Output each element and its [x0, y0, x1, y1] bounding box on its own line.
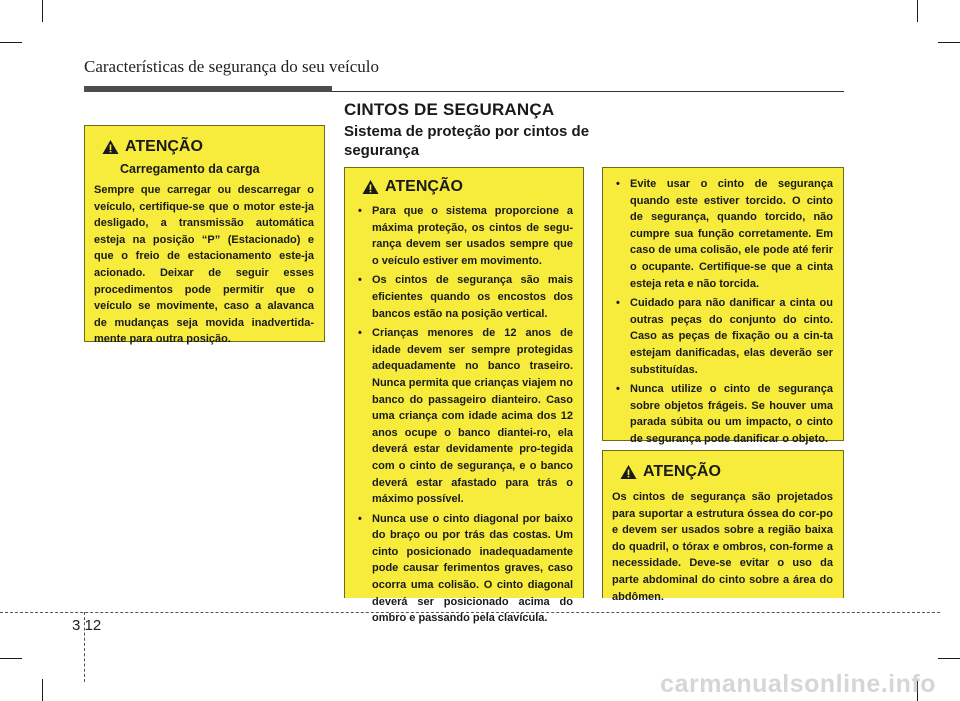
- watermark: carmanualsonline.info: [660, 670, 936, 698]
- warning-text: Sempre que carregar ou descarregar o veículo, certifique-se que o motor este-ja desligado, a transmissão automática esteja na posição “P” (Estacionado) e que o freio de estacionamento este-ja acionado. Deixar de seguir esses procedimentos pode permitir que o veículo se movimente, caso a alavanca de mudanças seja movida inadvertida-mente para outra posição.: [94, 184, 314, 346]
- warning-list: [612, 176, 833, 448]
- crop-mark: [917, 0, 918, 22]
- warning-triangle-icon: [620, 464, 637, 480]
- warning-list: [354, 203, 573, 627]
- page-number: 3 12: [72, 617, 102, 634]
- warning-triangle-icon: [362, 179, 379, 195]
- list-item: • Os cintos de segurança são mais eficientes quando os encostos dos bancos estão na posição vertical.: [354, 272, 573, 322]
- warning-header: [362, 178, 573, 196]
- crop-mark: [938, 658, 960, 659]
- crop-mark: [42, 0, 43, 22]
- footer-rule: [0, 612, 940, 613]
- header-rule: [332, 86, 844, 92]
- page-subheading: Sistema de proteção por cintos de segurança: [344, 123, 590, 159]
- list-item: • Cuidado para não danificar a cinta ou outras peças do conjunto do cinto. Caso as peças de fixação ou a cin-ta estejam danificadas, elas deverão ser substituídas.: [612, 295, 833, 378]
- warning-header: [620, 463, 833, 481]
- warning-text: Os cintos de segurança são projetados para suportar a estrutura óssea do cor-po e devem ser usados sobre a região baixa do quadril, o tórax e ombros, con-forme a necessidade. Deve-se evitar o uso da parte abdominal do cinto sobre a área do abdômen.: [612, 491, 833, 603]
- warning-title: ATENÇÃO: [643, 463, 721, 480]
- warning-box-belts: [344, 167, 584, 625]
- warning-subtitle: Carregamento da carga: [120, 162, 260, 176]
- warning-title: ATENÇÃO: [385, 178, 463, 195]
- list-item: • Evite usar o cinto de segurança quando este estiver torcido. O cinto de segurança, quando torcido, não cumpre sua função corretamente. Em caso de uma colisão, ele pode até ferir o ocupante. Certifique-se que a cinta esteja reta e não torcida.: [612, 176, 833, 292]
- warning-box-continued: [602, 167, 844, 445]
- warning-title: ATENÇÃO: [125, 138, 203, 155]
- warning-header: [102, 138, 314, 156]
- warning-box-design: [602, 450, 844, 603]
- crop-mark: [938, 42, 960, 43]
- list-item: • Nunca utilize o cinto de segurança sobre objetos frágeis. Se houver uma parada súbita ou um impacto, o cinto de segurança pode danificar o objeto.: [612, 381, 833, 447]
- crop-mark: [42, 679, 43, 701]
- section-title: Características de segurança do seu veículo: [84, 57, 380, 76]
- list-item: • Nunca use o cinto diagonal por baixo do braço ou por trás das costas. Um cinto posicionado inadequadamente pode causar ferimentos graves, caso ocorra uma colisão. O cinto diagonal deverá ser posicionado acima do ombro e passando pela clavícula.: [354, 511, 573, 627]
- warning-triangle-icon: [102, 139, 119, 155]
- page-heading: CINTOS DE SEGURANÇA: [344, 100, 555, 119]
- crop-mark: [0, 658, 22, 659]
- list-item: • Crianças menores de 12 anos de idade devem ser sempre protegidas adequadamente no banco traseiro. Nunca permita que crianças viajem no banco do passageiro dianteiro. Caso uma criança com idade acima dos 12 anos ocupe o banco diantei-ro, ela deverá estar devidamente pro-tegida com o cinto de segurança, e o banco deverá estar afastado para trás o máximo possível.: [354, 325, 573, 508]
- warning-box-load: [84, 125, 325, 346]
- list-item: • Para que o sistema proporcione a máxima proteção, os cintos de segu-rança devem ser usados sempre que o veículo estiver em movimento.: [354, 203, 573, 269]
- header-bar: [84, 86, 844, 92]
- crop-mark: [0, 42, 22, 43]
- header-bar-dark: [84, 86, 332, 92]
